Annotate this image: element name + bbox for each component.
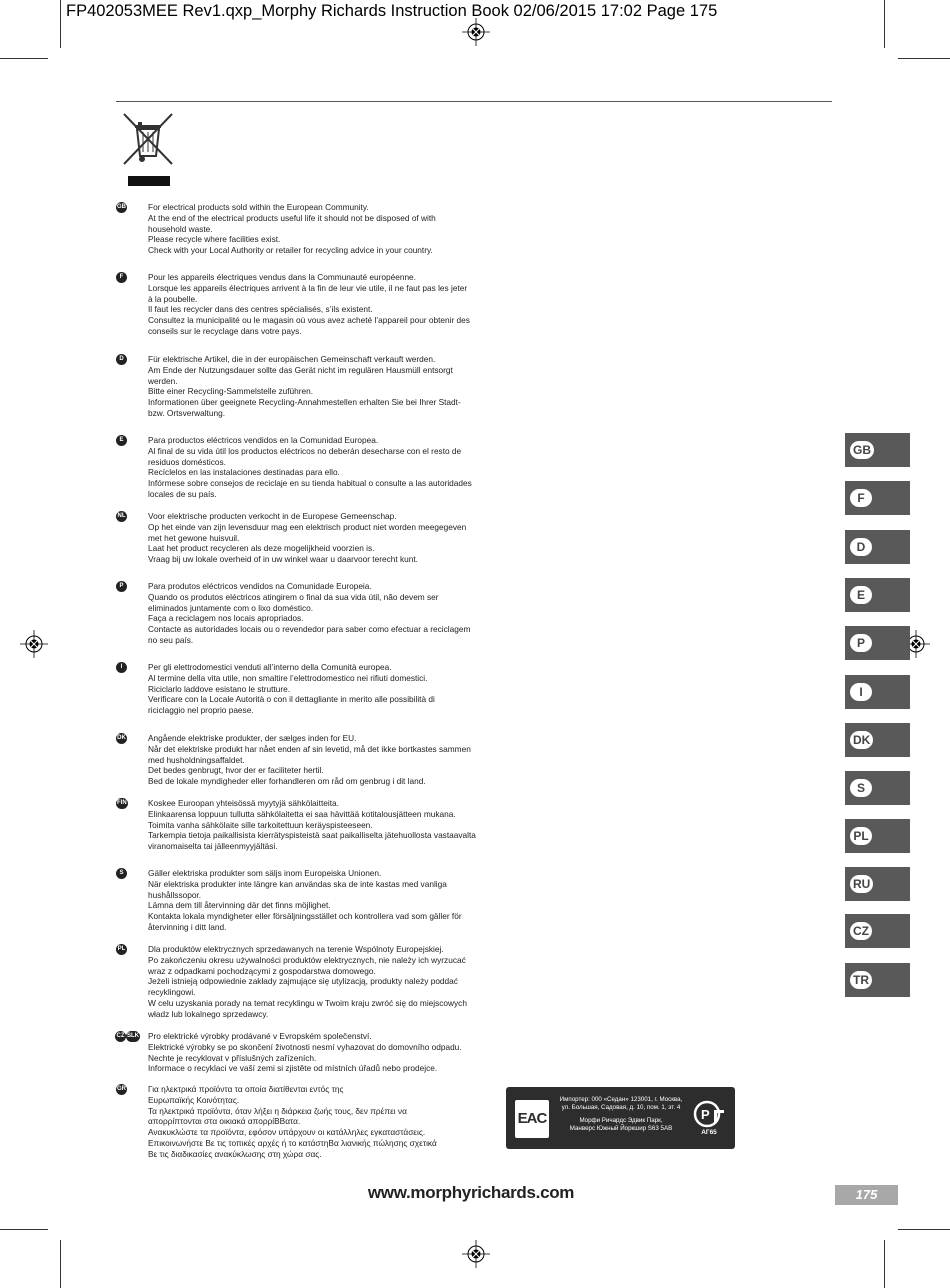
text-line: viranomaiselta tai jälleenmyyjältäsi. — [148, 841, 278, 852]
language-badge: CZ — [115, 1031, 126, 1042]
text-line: Nechte je recyklovat v příslušných zařízeních. — [148, 1052, 317, 1063]
text-line: Pro elektrické výrobky prodávané v Evropském společenství. — [148, 1031, 372, 1041]
language-badge: DK — [116, 733, 127, 744]
language-tab-dk — [845, 723, 910, 757]
text-line: Elektrické výrobky se po skončení životnosti nesmí vyhazovat do domovního odpadu. — [148, 1041, 462, 1052]
tab-label: TR — [850, 971, 872, 989]
text-line: Ευρωπαϊκής Κοινότητας. — [148, 1094, 240, 1105]
text-line: Quando os produtos eléctricos atingirem o final da sua vida útil, não devem ser — [148, 591, 439, 602]
language-badge: I — [116, 662, 127, 673]
gost-code: АГ65 — [701, 1129, 717, 1136]
text-line: Per gli elettrodomestici venduti all’interno della Comunità europea. — [148, 662, 392, 672]
crop-mark — [0, 58, 48, 59]
language-badge-secondary: SLK — [126, 1031, 140, 1042]
text-line: W celu uzyskania porady na temat recyklingu w Twoim kraju zwróć się do miejscowych — [148, 997, 467, 1008]
tab-label: GB — [850, 441, 874, 459]
text-line: Toimita vanha sähkölaite sille tarkoitettuun keräyspisteeseen. — [148, 819, 373, 830]
text-line: Voor elektrische producten verkocht in de Europese Gemeenschap. — [148, 511, 397, 521]
crossed-out-wheelie-bin-icon — [122, 112, 178, 188]
language-tab-tr — [845, 963, 910, 997]
manufacturer-line: Манверс Южный Йоркшир S63 5AB — [569, 1125, 673, 1132]
text-line: Dla produktów elektrycznych sprzedawanych na terenie Wspólnoty Europejskiej. — [148, 944, 444, 954]
section-text — [148, 581, 478, 646]
text-line: riciclaggio nel proprio paese. — [148, 705, 254, 716]
text-line: à la poubelle. — [148, 293, 198, 304]
tab-label: I — [850, 683, 872, 701]
text-line: no seu país. — [148, 634, 194, 645]
text-line: Det bedes genbrugt, hvor der er faciliteter hertil. — [148, 765, 324, 776]
crop-mark — [0, 1229, 48, 1230]
section-text — [148, 1084, 478, 1160]
eac-certification-box — [506, 1087, 735, 1149]
tab-label: PL — [850, 827, 872, 845]
text-line: Il faut les recycler dans des centres spécialisés, s’ils existent. — [148, 304, 373, 315]
tab-label: RU — [850, 875, 873, 893]
text-line: Riciclarlo laddove esistano le strutture. — [148, 683, 291, 694]
text-line: Para productos eléctricos vendidos en la Comunidad Europea. — [148, 435, 379, 445]
language-tab-e — [845, 578, 910, 612]
language-badge: GB — [116, 202, 127, 213]
text-line: Check with your Local Authority or retailer for recycling advice in your country. — [148, 245, 433, 256]
text-line: wraz z odpadkami pochodzącymi z gospodarstwa domowego. — [148, 965, 376, 976]
text-line: Po zakończeniu okresu używalności produktów elektrycznych, nie należy ich wyrzucać — [148, 954, 466, 965]
language-tab-d — [845, 530, 910, 564]
language-tab-i — [845, 675, 910, 709]
language-badge: F — [116, 272, 127, 283]
svg-text:P: P — [701, 1107, 710, 1122]
language-tab-gb — [845, 433, 910, 467]
tab-label: D — [850, 538, 872, 556]
text-line: Gäller elektriska produkter som säljs inom Europeiska Unionen. — [148, 868, 382, 878]
text-line: Contacte as autoridades locais ou o revendedor para saber como efectuar a reciclagem — [148, 624, 471, 635]
language-tab-p — [845, 626, 910, 660]
registration-mark-icon — [462, 18, 490, 46]
text-line: met het gewone huisvuil. — [148, 532, 240, 543]
text-line: Jeżeli istnieją odpowiednie zakłady zajmujące się utylizacją, produkty należy poddać — [148, 976, 458, 987]
crop-mark — [884, 0, 885, 48]
text-line: władz lub lokalnego sprzedawcy. — [148, 1008, 269, 1019]
section-text — [148, 511, 478, 565]
text-line: Bed de lokale myndigheder eller forhandleren om råd om genbrug i dit land. — [148, 776, 426, 787]
language-badge: P — [116, 581, 127, 592]
gost-certification-icon — [692, 1100, 726, 1128]
website-url: www.morphyrichards.com — [367, 1183, 575, 1202]
section-text — [148, 798, 478, 852]
tab-label: E — [850, 586, 872, 604]
text-line: Τα ηλεκτρικά προϊόντα, όταν λήξει η διάρκεια ζωής τους, δεν πρέπει να — [148, 1105, 407, 1116]
text-line: Laat het product recycleren als deze mogelijkheid voorzien is. — [148, 543, 375, 554]
text-line: Lorsque les appareils électriques arrivent à la fin de leur vie utile, il ne faut pas les jeter — [148, 282, 468, 293]
text-line: Informace o recyklaci ve vaší zemi si zjistěte od místních úřadů nebo prodejce. — [148, 1063, 438, 1074]
text-line: household waste. — [148, 223, 213, 234]
text-line: recyklingowi. — [148, 987, 196, 998]
text-line: Angående elektriske produkter, der sælges inden for EU. — [148, 733, 357, 743]
section-text — [148, 733, 478, 787]
text-line: Lämna dem till återvinning där det finns möjlighet. — [148, 900, 331, 911]
text-line: Para produtos eléctricos vendidos na Comunidade Europeia. — [148, 581, 372, 591]
text-line: När elektriska produkter inte längre kan användas ska de inte kastas med vanliga — [148, 878, 447, 889]
text-line: Kontakta lokala myndigheter eller försäljningsstället och kontrollera vad som gäller för — [148, 911, 462, 922]
text-line: hushållssopor. — [148, 889, 202, 900]
text-line: eliminados juntamente com o lixo doméstico. — [148, 602, 314, 613]
text-line: Για ηλεκτρικά προϊόντα τα οποία διατίθενται εντός της — [148, 1084, 344, 1094]
text-line: Consultez la municipalité ou le magasin où vous avez acheté l’appareil pour obtenir des — [148, 315, 470, 326]
text-line: Am Ende der Nutzungsdauer sollte das Gerät nicht im regulären Hausmüll entsorgt — [148, 364, 453, 375]
text-line: Επικοινωνήστε Βε τις τοπικές αρχές ή το κατάστηΒα λιανικής πώλησης σχετικά — [148, 1137, 437, 1148]
language-tab-cz — [845, 914, 910, 948]
section-text — [148, 868, 478, 933]
top-rule — [116, 101, 832, 102]
tab-label: P — [850, 634, 872, 652]
tab-label: DK — [850, 731, 873, 749]
text-line: residuos domésticos. — [148, 456, 226, 467]
text-line: Al final de su vida útil los productos eléctricos no deberán desecharse con el resto de — [148, 445, 462, 456]
section-text — [148, 202, 478, 256]
language-badge: NL — [116, 511, 127, 522]
language-badge: PL — [116, 944, 127, 955]
crop-mark — [60, 0, 61, 48]
registration-mark-icon — [20, 630, 48, 658]
text-line: Når det elektriske produkt har nået enden af sin levetid, må det ikke bortkastes sammen — [148, 743, 471, 754]
text-line: locales de su país. — [148, 488, 217, 499]
tab-label: S — [850, 779, 872, 797]
text-line: Für elektrische Artikel, die in der europäischen Gemeinschaft verkauft werden. — [148, 354, 436, 364]
text-line: Ανακυκλώστε τα προϊόντα, εφόσον υπάρχουν οι κατάλληλες εγκαταστάσεις. — [148, 1127, 426, 1138]
text-line: Tarkempia tietoja paikallisista kierrätyspisteistä saat paikalliselta jätehuollosta vastaavalta — [148, 830, 476, 841]
text-line: Faça a reciclagem nos locais apropriados. — [148, 613, 304, 624]
language-badge: S — [116, 868, 127, 879]
language-badge: D — [116, 354, 127, 365]
text-line: For electrical products sold within the European Community. — [148, 202, 369, 212]
text-line: Βε τις διαδικασίες ανακύκλωσης στη χώρα σας. — [148, 1148, 322, 1159]
text-line: Koskee Euroopan yhteisössä myytyjä sähkölaitteita. — [148, 798, 339, 808]
page-number: 175 — [835, 1185, 898, 1205]
language-tab-pl — [845, 819, 910, 853]
language-badge: E — [116, 435, 127, 446]
text-line: απορρίπτονται στα οικιακά απορρίΒΒατα. — [148, 1116, 301, 1127]
text-line: Elinkaarensa loppuun tullutta sähkölaitetta ei saa hävittää kotitalousjätteen mukana. — [148, 808, 456, 819]
crop-mark — [884, 1240, 885, 1288]
text-line: Verificare con la Locale Autorità o con il dettagliante in merito alle possibilità di — [148, 694, 435, 705]
language-tab-ru — [845, 867, 910, 901]
section-text — [148, 435, 478, 500]
eac-logo: EAC — [515, 1100, 549, 1138]
text-line: Infórmese sobre consejos de reciclaje en su tienda habitual o consulte a las autoridades — [148, 478, 472, 489]
text-line: werden. — [148, 375, 178, 386]
language-badge: FIN — [116, 798, 128, 809]
language-tab-f — [845, 481, 910, 515]
text-line: bzw. Ortsverwaltung. — [148, 407, 226, 418]
text-line: Bitte einer Recycling-Sammelstelle zuführen. — [148, 386, 314, 397]
importer-line: Импортер: 000 «Седан» 123001, г. Москва, — [559, 1096, 683, 1103]
section-text — [148, 354, 478, 419]
text-line: Pour les appareils électriques vendus dans la Communauté européenne. — [148, 272, 416, 282]
text-line: Recíclelos en las instalaciones destinadas para ello. — [148, 467, 340, 478]
language-badge: GR — [116, 1084, 127, 1095]
section-text — [148, 1031, 478, 1074]
section-text — [148, 944, 478, 1020]
print-slug-header: FP402053MEE Rev1.qxp_Morphy Richards Instruction Book 02/06/2015 17:02 Page 175 — [66, 2, 718, 20]
text-line: Please recycle where facilities exist. — [148, 234, 281, 245]
registration-mark-icon — [462, 1240, 490, 1268]
manufacturer-line: Морфи Ричардс Эдвик Парк, — [579, 1117, 663, 1124]
text-line: Vraag bij uw lokale overheid of in uw winkel waar u daarvoor terecht kunt. — [148, 554, 418, 565]
text-line: At the end of the electrical products useful life it should not be disposed of with — [148, 212, 436, 223]
tab-label: CZ — [850, 922, 872, 940]
text-line: Informationen über geeignete Recycling-Annahmestellen erhalten Sie bei Ihrer Stadt- — [148, 397, 461, 408]
section-text — [148, 272, 478, 337]
importer-line: ул. Большая, Садовая, д. 10, пом. 1, эт. 4 — [561, 1104, 681, 1111]
text-line: Op het einde van zijn levensduur mag een elektrisch product niet worden meegegeven — [148, 521, 467, 532]
text-line: conseils sur le recyclage dans votre pays. — [148, 325, 302, 336]
crop-mark — [898, 58, 950, 59]
language-tab-s — [845, 771, 910, 805]
tab-label: F — [850, 489, 872, 507]
crop-mark — [60, 1240, 61, 1288]
importer-info — [552, 1096, 690, 1133]
text-line: återvinning i ditt land. — [148, 921, 227, 932]
text-line: Al termine della vita utile, non smaltire l’elettrodomestico nei rifiuti domestici. — [148, 672, 428, 683]
crop-mark — [898, 1229, 950, 1230]
section-text — [148, 662, 478, 716]
text-line: med husholdningsaffaldet. — [148, 754, 245, 765]
